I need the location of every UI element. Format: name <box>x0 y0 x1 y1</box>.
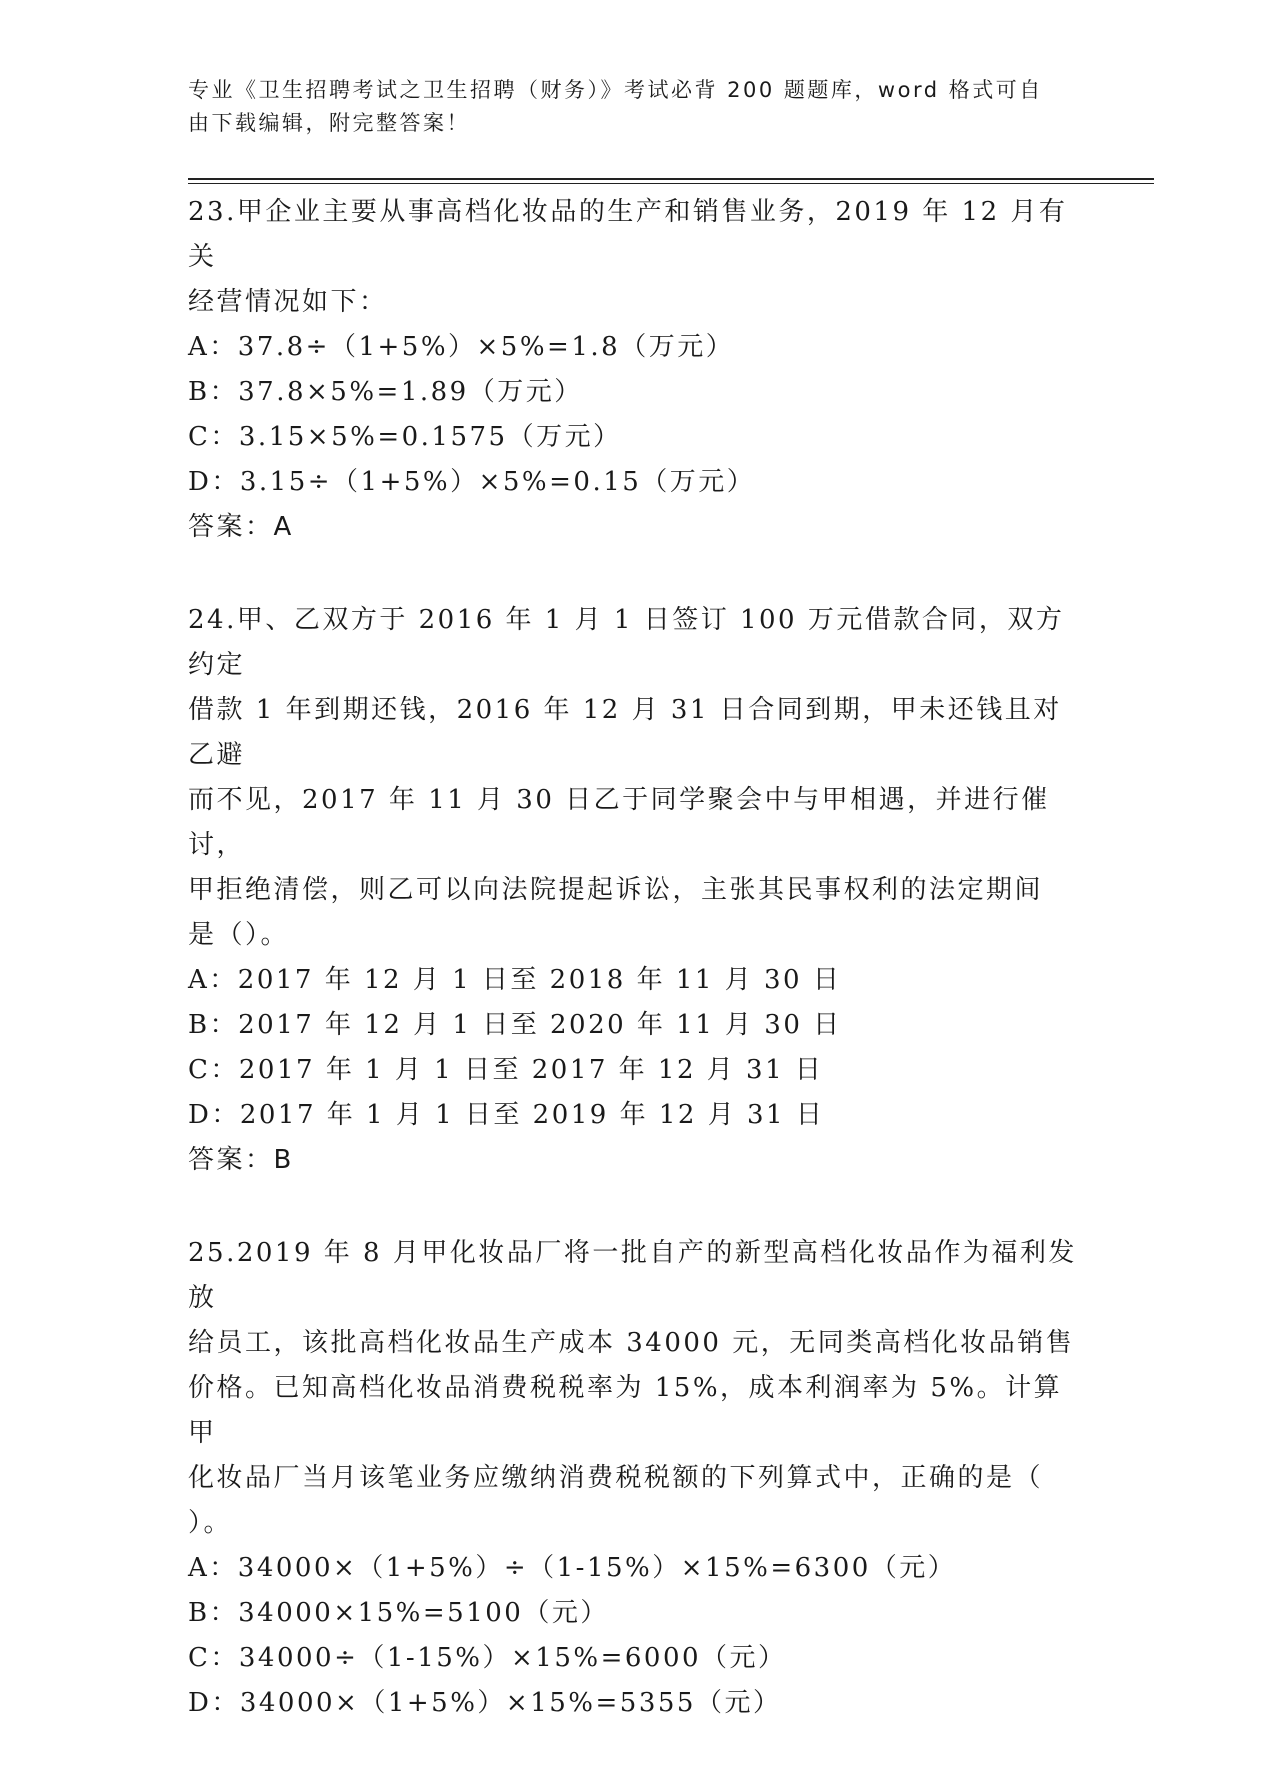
answer-line: 答案：B <box>188 1145 294 1175</box>
header-line-2: 由下载编辑，附完整答案！ <box>188 111 470 135</box>
question-list <box>188 190 1088 1774</box>
answer-line: 答案：A <box>188 512 294 542</box>
question-stem-line: 而不见，2017 年 11 月 30 日乙于同学聚会中与甲相遇，并进行催讨， <box>188 785 1050 860</box>
option-c: C：3.15×5%=0.1575（万元） <box>188 422 622 452</box>
header-rule-thin <box>188 183 1154 184</box>
header-rule-thick <box>188 178 1154 180</box>
question-stem-line: 借款 1 年到期还钱，2016 年 12 月 31 日合同到期，甲未还钱且对乙避 <box>188 695 1062 770</box>
question-stem-line: 23.甲企业主要从事高档化妆品的生产和销售业务，2019 年 12 月有关 <box>188 197 1068 272</box>
option-a: A：34000×（1+5%）÷（1-15%）×15%=6300（元） <box>188 1553 957 1583</box>
question-stem-line: ）。 <box>188 1508 233 1538</box>
question-stem-line: 化妆品厂当月该笔业务应缴纳消费税税额的下列算式中，正确的是（ <box>188 1463 1044 1493</box>
option-c: C：34000÷（1-15%）×15%=6000（元） <box>188 1643 787 1673</box>
question-stem-line: 甲拒绝清偿，则乙可以向法院提起诉讼，主张其民事权利的法定期间 <box>188 875 1044 905</box>
option-a: A：2017 年 12 月 1 日至 2018 年 11 月 30 日 <box>188 965 842 995</box>
question-stem-line: 经营情况如下： <box>188 287 388 317</box>
question-stem-line: 给员工，该批高档化妆品生产成本 34000 元，无同类高档化妆品销售 <box>188 1328 1075 1358</box>
option-d: D：2017 年 1 月 1 日至 2019 年 12 月 31 日 <box>188 1100 825 1130</box>
question-stem-line: 价格。已知高档化妆品消费税税率为 15%，成本利润率为 5%。计算甲 <box>188 1373 1063 1448</box>
question-23 <box>188 190 1088 550</box>
question-stem-line: 是（）。 <box>188 920 290 950</box>
header-line-1: 专业《卫生招聘考试之卫生招聘（财务）》考试必背 200 题题库，word 格式可自 <box>188 78 1043 102</box>
question-stem-line: 24.甲、乙双方于 2016 年 1 月 1 日签订 100 万元借款合同，双方约定 <box>188 605 1065 680</box>
question-25 <box>188 1231 1088 1726</box>
option-b: B：37.8×5%=1.89（万元） <box>188 377 583 407</box>
option-b: B：34000×15%=5100（元） <box>188 1598 609 1628</box>
option-d: D：34000×（1+5%）×15%=5355（元） <box>188 1688 782 1718</box>
option-b: B：2017 年 12 月 1 日至 2020 年 11 月 30 日 <box>188 1010 842 1040</box>
option-d: D：3.15÷（1+5%）×5%=0.15（万元） <box>188 467 756 497</box>
question-stem-line: 25.2019 年 8 月甲化妆品厂将一批自产的新型高档化妆品作为福利发放 <box>188 1238 1077 1313</box>
document-header <box>188 74 1068 140</box>
option-a: A：37.8÷（1+5%）×5%=1.8（万元） <box>188 332 735 362</box>
option-c: C：2017 年 1 月 1 日至 2017 年 12 月 31 日 <box>188 1055 824 1085</box>
question-24 <box>188 598 1088 1183</box>
